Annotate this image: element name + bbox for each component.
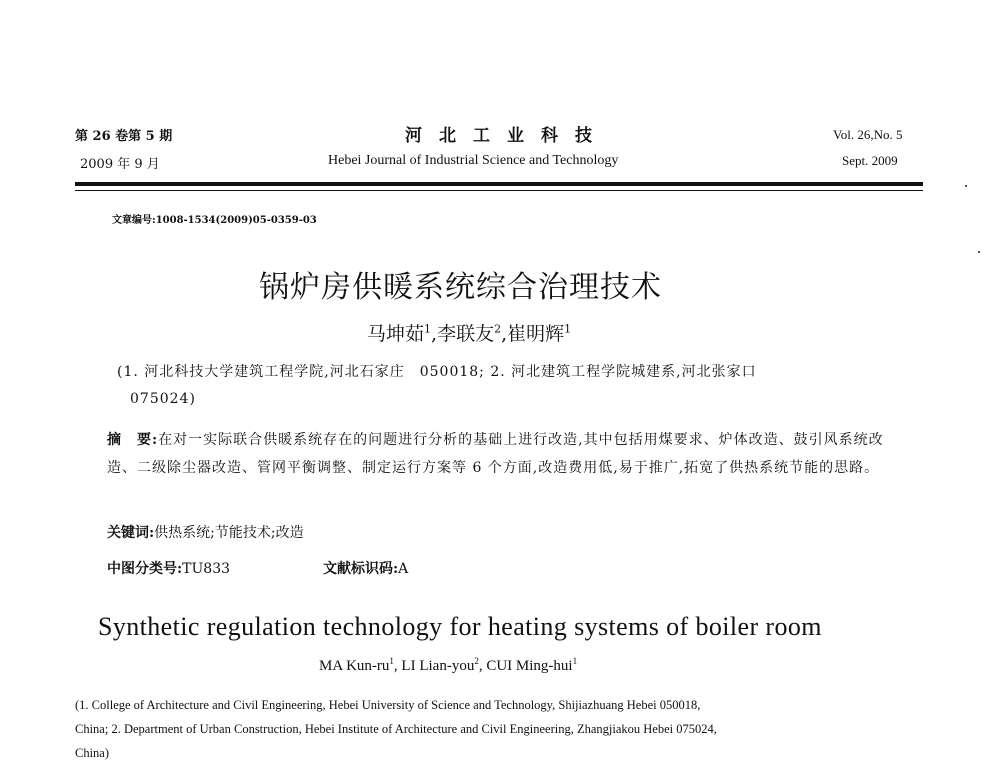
author-name: 李联友 [437,323,495,345]
author-name: MA Kun-ru [319,658,390,674]
affiliation-zh [117,359,907,413]
clc-value: TU833 [182,561,231,577]
author-name: CUI Ming-hui [486,658,573,674]
author-affil-mark: 1 [564,322,572,336]
document-code-value: A [398,561,409,577]
scan-speck [978,251,980,253]
date-en: Sept. 2009 [842,153,898,168]
clc-number [107,558,230,578]
journal-name-en: Hebei Journal of Industrial Science and Technology [328,153,619,168]
author-affil-mark: 2 [474,656,479,666]
affiliation-en-line: China) [75,746,110,760]
header-rule-thick [75,182,923,186]
author-affil-mark: 1 [389,656,394,666]
abstract-zh [107,426,907,482]
author-affil-mark: 2 [494,322,502,336]
title-en: Synthetic regulation technology for heating systems of boiler room [98,612,822,641]
volume-issue-en: Vol. 26,No. 5 [833,127,903,142]
author-name: LI Lian-you [401,658,475,674]
affiliation-en-line: (1. College of Architecture and Civil Engineering, Hebei University of Science and Technology, Shijiazhuang Hebei 050018, [75,698,701,712]
author-affil-mark: 1 [424,322,432,336]
document-code-label: 文献标识码: [323,561,399,577]
affiliation-zh-line: 075024) [130,391,196,407]
affiliation-en-line: China; 2. Department of Urban Construction, Hebei Institute of Architecture and Civil Engineering, Zhangjiakou Hebei 075024, [75,722,717,736]
author-affil-mark: 1 [572,656,578,666]
affiliation-zh-line: (1. 河北科技大学建筑工程学院,河北石家庄 050018; 2. 河北建筑工程学院城建系,河北张家口 [117,364,757,380]
document-code [323,558,408,578]
affiliation-en [75,693,925,765]
scan-speck [965,185,967,187]
clc-label: 中图分类号: [107,561,183,577]
abstract-label: 摘 要: [107,432,159,448]
title-zh: 锅炉房供暖系统综合治理技术 [259,270,662,305]
keywords-label: 关键词: [107,525,155,541]
keywords-text: 供热系统;节能技术;改造 [154,525,304,541]
journal-name-zh: 河北工业科技 [405,126,609,146]
article-number: 文章编号:1008-1534(2009)05-0359-03 [112,215,317,226]
abstract-text: 在对一实际联合供暖系统存在的问题进行分析的基础上进行改造,其中包括用煤要求、炉体改造、鼓引风系统改造、二级除尘器改造、管网平衡调整、制定运行方案等 6 个方面,改造费用低,易于推广,拓宽了供热系统节能的思路。 [107,432,884,476]
volume-issue-zh: 第 26 卷第 5 期 [75,129,173,144]
header-rule-thin [75,190,923,191]
keywords-zh [107,522,304,542]
authors-en: MA Kun-$ru^1$, LI Lian-you$^2$, CUI Ming-hui$^1$ [319,656,578,674]
author-name: 马坤茹 [367,323,425,345]
date-zh: 2009 年 9 月 [80,157,160,172]
author-name: 崔明辉 [507,323,565,345]
authors-zh: 马坤茹$^1$,李联友$^2$,崔明辉$^1$ [367,322,572,345]
